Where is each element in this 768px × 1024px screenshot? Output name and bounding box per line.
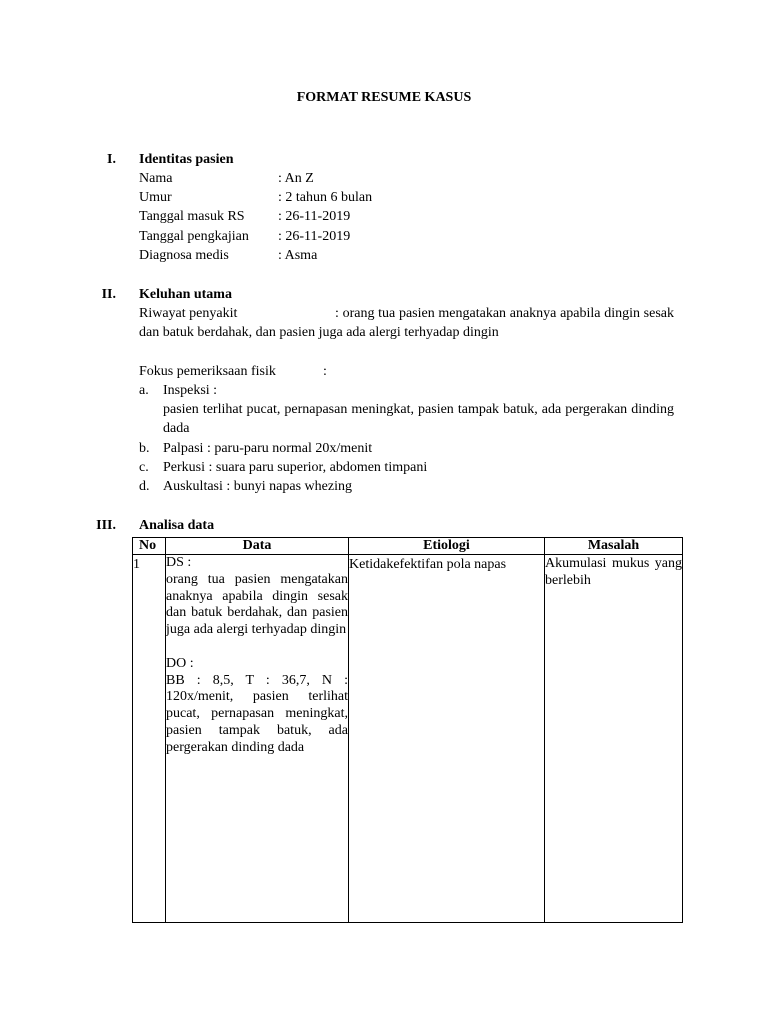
identity-row-tanggal-masuk [139,207,539,226]
identity-label: Nama [139,171,173,186]
list-item: Palpasi : paru-paru normal 20x/menit [163,441,373,456]
section-3-heading: Analisa data [139,518,215,533]
section-2-number: II. [101,287,116,302]
identity-label: Diagnosa medis [139,248,229,263]
identity-value: : 26-11-2019 [278,209,351,224]
identity-label: Tanggal pengkajian [139,229,249,244]
section-1-number: I. [107,152,116,167]
header-data: Data [166,538,349,555]
riwayat-label: Riwayat penyakit [139,306,238,321]
header-no: No [133,538,166,555]
cell-data [166,555,349,923]
section-3-number: III. [96,518,116,533]
header-etiologi: Etiologi [349,538,545,555]
list-item: Auskultasi : bunyi napas whezing [163,479,352,494]
fokus-colon: : [323,364,327,379]
do-label: DO : [166,655,194,671]
identity-value: : 26-11-2019 [278,229,351,244]
analisa-data-table [132,537,683,923]
identity-row-tanggal-pengkajian [139,227,539,246]
ds-label: DS : [166,555,192,570]
fokus-label: Fokus pemeriksaan fisik [139,364,276,379]
list-item: Inspeksi : [163,383,218,398]
table-header-row [133,538,683,555]
list-item: Perkusi : suara paru superior, abdomen timpani [163,460,428,475]
table-row [133,555,683,923]
list-item: pasien terlihat pucat, pernapasan meningkat, pasien tampak batuk, ada pergerakan dinding dada [163,402,674,436]
identity-row-nama [139,169,539,188]
do-text: BB : 8,5, T : 36,7, N : 120x/menit, pasien terlihat pucat, pernapasan meningkat, pasien tampak batuk, ada pergerakan dinding dada [166,672,348,755]
list-marker: d. [139,479,150,494]
cell-etiologi: Ketidakefektifan pola napas [349,555,545,923]
section-2-heading: Keluhan utama [139,287,232,302]
list-marker: a. [139,383,149,398]
list-marker: b. [139,441,150,456]
identity-row-diagnosa [139,246,539,265]
identity-value: : An Z [278,171,314,186]
list-marker: c. [139,460,149,475]
cell-masalah: Akumulasi mukus yang berlebih [545,555,683,923]
riwayat-text: : orang tua pasien mengatakan anaknya apabila dingin sesak dan batuk berdahak, dan pasien juga ada alergi terhyadap dingin [139,306,674,340]
header-masalah: Masalah [545,538,683,555]
section-1-heading: Identitas pasien [139,152,234,167]
identity-value: : Asma [278,248,318,263]
identity-value: : 2 tahun 6 bulan [278,190,373,205]
cell-no: 1 [133,555,166,923]
ds-text: orang tua pasien mengatakan anaknya apabila dingin sesak dan batuk berdahak, dan pasien juga ada alergi terhyadap dingin [166,571,348,638]
riwayat-penyakit [139,304,674,342]
identity-label: Tanggal masuk RS [139,209,245,224]
document-title: FORMAT RESUME KASUS [296,90,472,105]
identity-row-umur [139,188,539,207]
identity-label: Umur [139,190,172,205]
